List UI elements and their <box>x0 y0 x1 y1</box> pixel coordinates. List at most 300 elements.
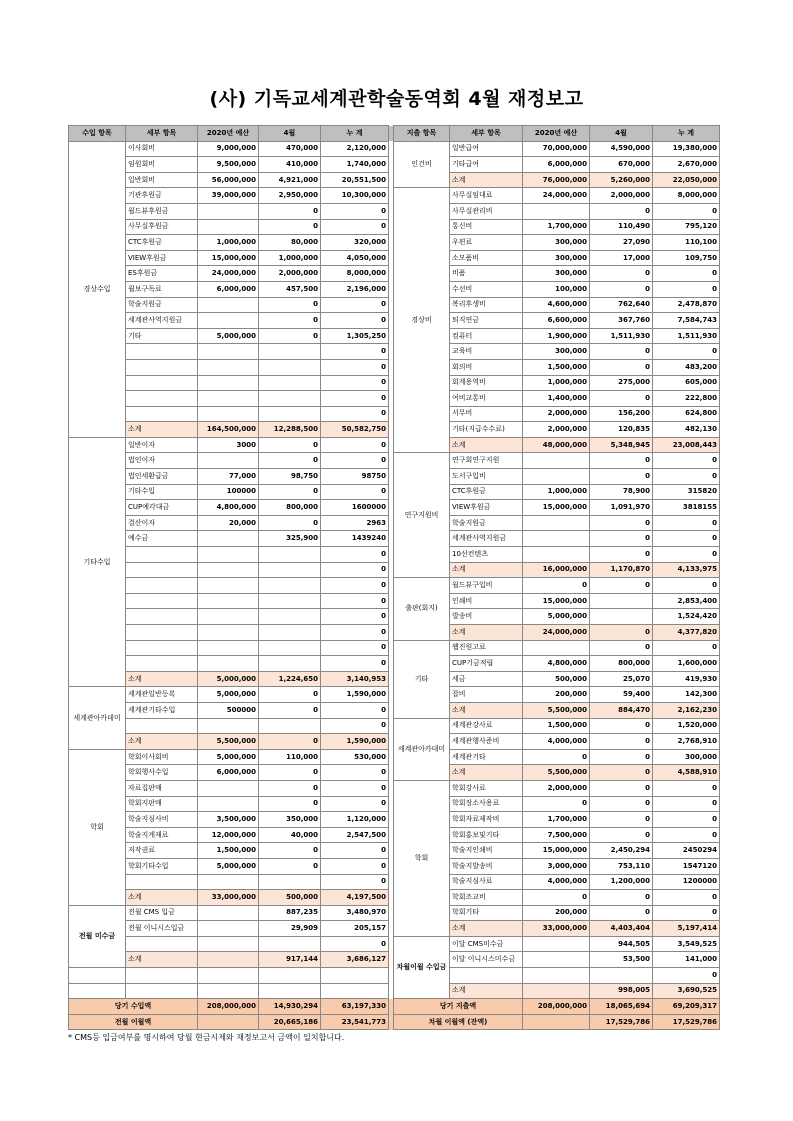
right-cumulative-cell: 0 <box>653 968 720 984</box>
right-month-cell: 0 <box>590 281 653 297</box>
right-cumulative-cell: 142,300 <box>653 687 720 703</box>
right-cumulative-cell: 1,524,420 <box>653 609 720 625</box>
left-category-cell: 전월 미수금 <box>69 905 126 967</box>
right-category-cell: 연구지원비 <box>394 453 450 578</box>
left-category-cell: 기타수입 <box>69 437 126 687</box>
left-budget-cell: 5,000,000 <box>198 328 259 344</box>
left-item-label <box>126 406 198 422</box>
column-gap <box>389 625 394 641</box>
right-month-cell: 367,760 <box>590 313 653 329</box>
left-cumulative-cell: 8,000,000 <box>321 266 389 282</box>
right-item-label: 기타급여 <box>450 157 523 173</box>
left-item-label <box>126 640 198 656</box>
left-item-label <box>126 391 198 407</box>
right-month-cell: 0 <box>590 625 653 641</box>
right-budget-cell: 7,500,000 <box>523 827 590 843</box>
right-total-month: 17,529,786 <box>590 1014 653 1030</box>
left-cumulative-cell: 0 <box>321 437 389 453</box>
right-cumulative-cell: 315820 <box>653 484 720 500</box>
right-month-cell: 0 <box>590 780 653 796</box>
left-month-cell <box>259 547 321 563</box>
left-empty-cell <box>69 968 126 984</box>
right-month-cell: 78,900 <box>590 484 653 500</box>
left-month-cell: 0 <box>259 702 321 718</box>
left-budget-cell <box>198 952 259 968</box>
column-gap <box>389 687 394 703</box>
right-cumulative-cell: 0 <box>653 203 720 219</box>
left-empty-cell <box>259 983 321 999</box>
left-empty-cell <box>198 968 259 984</box>
column-gap <box>389 437 394 453</box>
column-gap <box>389 593 394 609</box>
left-month-cell <box>259 375 321 391</box>
right-cumulative-cell: 0 <box>653 547 720 563</box>
left-item-label <box>126 359 198 375</box>
left-month-cell <box>259 578 321 594</box>
left-item-label: 자료집판매 <box>126 780 198 796</box>
right-cumulative-cell: 624,800 <box>653 406 720 422</box>
column-gap <box>389 702 394 718</box>
left-month-cell: 1,000,000 <box>259 250 321 266</box>
left-month-cell: 98,750 <box>259 469 321 485</box>
left-month-cell: 0 <box>259 796 321 812</box>
right-month-cell: 275,000 <box>590 375 653 391</box>
right-item-label: 여비교통비 <box>450 391 523 407</box>
right-budget-cell <box>523 936 590 952</box>
right-budget-cell <box>523 453 590 469</box>
table-row <box>69 578 720 594</box>
right-item-label: 소계 <box>450 921 523 937</box>
left-empty-cell <box>259 968 321 984</box>
column-gap <box>389 858 394 874</box>
right-item-label: 수선비 <box>450 281 523 297</box>
right-month-cell: 27,090 <box>590 235 653 251</box>
right-budget-cell <box>523 640 590 656</box>
right-item-label: 월드뷰구입비 <box>450 578 523 594</box>
right-budget-cell: 1,500,000 <box>523 359 590 375</box>
right-budget-cell <box>523 515 590 531</box>
right-month-cell: 0 <box>590 640 653 656</box>
left-budget-cell: 77,000 <box>198 469 259 485</box>
left-item-label: 일반이자 <box>126 437 198 453</box>
column-gap <box>389 952 394 968</box>
left-budget-cell: 164,500,000 <box>198 422 259 438</box>
right-cumulative-cell: 483,200 <box>653 359 720 375</box>
right-cumulative-cell: 2,853,400 <box>653 593 720 609</box>
left-budget-cell: 15,000,000 <box>198 250 259 266</box>
left-budget-cell: 3,500,000 <box>198 812 259 828</box>
left-budget-cell <box>198 718 259 734</box>
left-cumulative-cell: 0 <box>321 562 389 578</box>
left-item-label: CTC후원금 <box>126 235 198 251</box>
right-month-cell <box>590 968 653 984</box>
left-month-cell: 887,235 <box>259 905 321 921</box>
right-budget-cell: 1,900,000 <box>523 328 590 344</box>
left-budget-cell <box>198 905 259 921</box>
right-item-label: 학회조교비 <box>450 890 523 906</box>
column-gap <box>389 281 394 297</box>
left-item-label <box>126 718 198 734</box>
left-month-cell: 917,144 <box>259 952 321 968</box>
left-budget-cell: 6,000,000 <box>198 281 259 297</box>
left-budget-cell <box>198 359 259 375</box>
right-month-cell: 1,511,930 <box>590 328 653 344</box>
right-item-label: 잡비 <box>450 687 523 703</box>
right-cumulative-cell: 22,050,000 <box>653 172 720 188</box>
left-item-label: 전월 이니시스입금 <box>126 921 198 937</box>
left-item-label: 소계 <box>126 952 198 968</box>
right-cumulative-cell: 2,768,910 <box>653 734 720 750</box>
right-month-cell: 0 <box>590 765 653 781</box>
column-gap <box>389 531 394 547</box>
column-gap <box>389 172 394 188</box>
left-cumulative-cell: 1,590,000 <box>321 687 389 703</box>
right-cumulative-cell: 3,549,525 <box>653 936 720 952</box>
left-cumulative-cell: 0 <box>321 547 389 563</box>
right-item-label: VIEW후원금 <box>450 500 523 516</box>
right-total-label: 당기 지출액 <box>394 999 523 1015</box>
right-month-cell: 0 <box>590 812 653 828</box>
left-empty-cell <box>321 968 389 984</box>
total-row <box>69 999 720 1015</box>
right-month-cell: 1,091,970 <box>590 500 653 516</box>
left-month-cell <box>259 609 321 625</box>
right-month-cell: 0 <box>590 515 653 531</box>
left-category-cell: 세계관아카데미 <box>69 687 126 749</box>
left-month-cell <box>259 359 321 375</box>
right-month-cell: 2,000,000 <box>590 188 653 204</box>
right-cumulative-cell: 5,197,414 <box>653 921 720 937</box>
right-item-label: 세금 <box>450 671 523 687</box>
left-total-cumulative: 23,541,773 <box>321 1014 389 1030</box>
right-cumulative-cell: 0 <box>653 827 720 843</box>
right-month-cell: 884,470 <box>590 702 653 718</box>
right-cumulative-cell: 1,520,000 <box>653 718 720 734</box>
right-budget-cell: 6,600,000 <box>523 313 590 329</box>
right-month-cell: 762,640 <box>590 297 653 313</box>
right-month-cell: 110,490 <box>590 219 653 235</box>
column-gap <box>389 515 394 531</box>
left-budget-cell <box>198 344 259 360</box>
left-month-cell <box>259 562 321 578</box>
left-month-cell: 350,000 <box>259 812 321 828</box>
left-budget-cell <box>198 656 259 672</box>
left-month-cell <box>259 936 321 952</box>
left-total-label: 전월 이월액 <box>69 1014 198 1030</box>
right-cumulative-cell: 222,800 <box>653 391 720 407</box>
left-month-cell: 0 <box>259 437 321 453</box>
right-cumulative-cell: 0 <box>653 780 720 796</box>
column-gap <box>389 812 394 828</box>
column-gap <box>389 297 394 313</box>
right-budget-cell: 15,000,000 <box>523 843 590 859</box>
right-item-label: 교육비 <box>450 344 523 360</box>
column-gap <box>389 827 394 843</box>
right-budget-cell: 3,000,000 <box>523 858 590 874</box>
right-category-cell: 학회 <box>394 780 450 936</box>
left-item-label: 학회행사수입 <box>126 765 198 781</box>
right-budget-cell: 5,000,000 <box>523 609 590 625</box>
left-cumulative-cell: 50,582,750 <box>321 422 389 438</box>
left-item-label: 기관후원금 <box>126 188 198 204</box>
right-item-label: 소계 <box>450 983 523 999</box>
right-item-label: 우편료 <box>450 235 523 251</box>
left-cumulative-cell: 0 <box>321 578 389 594</box>
left-cumulative-cell: 0 <box>321 391 389 407</box>
right-category-cell: 기타 <box>394 640 450 718</box>
left-month-cell: 110,000 <box>259 749 321 765</box>
column-header: 4월 <box>590 126 653 142</box>
left-month-cell: 1,224,650 <box>259 671 321 687</box>
column-gap <box>389 422 394 438</box>
right-item-label: 학술지발송비 <box>450 858 523 874</box>
column-header: 세부 항목 <box>126 126 198 142</box>
left-cumulative-cell: 0 <box>321 843 389 859</box>
right-budget-cell: 15,000,000 <box>523 593 590 609</box>
left-item-label: 임원회비 <box>126 157 198 173</box>
left-month-cell: 0 <box>259 203 321 219</box>
left-empty-cell <box>69 983 126 999</box>
left-month-cell <box>259 593 321 609</box>
right-category-cell: 출판(회지) <box>394 578 450 640</box>
left-cumulative-cell: 4,050,000 <box>321 250 389 266</box>
right-total-cumulative: 17,529,786 <box>653 1014 720 1030</box>
left-cumulative-cell: 320,000 <box>321 235 389 251</box>
column-gap <box>389 796 394 812</box>
left-cumulative-cell: 3,480,970 <box>321 905 389 921</box>
right-cumulative-cell: 4,133,975 <box>653 562 720 578</box>
table-row <box>69 718 720 734</box>
left-month-cell: 470,000 <box>259 141 321 157</box>
left-item-label: 전월 CMS 입금 <box>126 905 198 921</box>
right-budget-cell <box>523 203 590 219</box>
right-budget-cell: 100,000 <box>523 281 590 297</box>
column-header: 누 계 <box>321 126 389 142</box>
right-cumulative-cell: 7,584,743 <box>653 313 720 329</box>
right-cumulative-cell: 0 <box>653 578 720 594</box>
column-header: 2020년 예산 <box>523 126 590 142</box>
left-cumulative-cell: 0 <box>321 593 389 609</box>
right-item-label: 학회장소사용료 <box>450 796 523 812</box>
left-budget-cell: 6,000,000 <box>198 765 259 781</box>
left-cumulative-cell: 0 <box>321 219 389 235</box>
right-budget-cell: 0 <box>523 890 590 906</box>
left-item-label: 학회기타수입 <box>126 858 198 874</box>
left-budget-cell: 9,500,000 <box>198 157 259 173</box>
left-cumulative-cell: 0 <box>321 874 389 890</box>
column-gap <box>389 749 394 765</box>
right-total-month: 18,065,694 <box>590 999 653 1015</box>
right-cumulative-cell: 1,600,000 <box>653 656 720 672</box>
left-budget-cell <box>198 936 259 952</box>
page-title: (사) 기독교세계관학술동역회 4월 재정보고 <box>209 88 584 110</box>
right-cumulative-cell: 2,162,230 <box>653 702 720 718</box>
left-total-cumulative: 63,197,330 <box>321 999 389 1015</box>
left-item-label: 세계관사역지원금 <box>126 313 198 329</box>
left-cumulative-cell: 0 <box>321 640 389 656</box>
right-month-cell: 1,170,870 <box>590 562 653 578</box>
right-budget-cell: 1,700,000 <box>523 219 590 235</box>
right-month-cell: 670,000 <box>590 157 653 173</box>
right-cumulative-cell: 141,000 <box>653 952 720 968</box>
column-header: 4월 <box>259 126 321 142</box>
right-budget-cell: 4,800,000 <box>523 656 590 672</box>
left-total-budget: 208,000,000 <box>198 999 259 1015</box>
column-gap <box>389 344 394 360</box>
left-month-cell: 0 <box>259 484 321 500</box>
right-item-label: CUP기금적립 <box>450 656 523 672</box>
left-total-month: 14,930,294 <box>259 999 321 1015</box>
right-budget-cell: 2,000,000 <box>523 422 590 438</box>
left-category-cell: 경상수입 <box>69 141 126 437</box>
column-gap <box>389 921 394 937</box>
left-item-label: 사무실후원금 <box>126 219 198 235</box>
right-item-label: 회의비 <box>450 359 523 375</box>
column-gap <box>389 375 394 391</box>
left-item-label: 법인이자 <box>126 453 198 469</box>
column-gap <box>389 500 394 516</box>
right-budget-cell <box>523 531 590 547</box>
column-gap <box>389 968 394 984</box>
left-month-cell <box>259 391 321 407</box>
right-budget-cell <box>523 469 590 485</box>
left-budget-cell <box>198 531 259 547</box>
left-budget-cell <box>198 593 259 609</box>
left-month-cell: 12,288,500 <box>259 422 321 438</box>
table-row <box>69 141 720 157</box>
right-budget-cell: 24,000,000 <box>523 625 590 641</box>
right-cumulative-cell: 23,008,443 <box>653 437 720 453</box>
right-item-label: 복리후생비 <box>450 297 523 313</box>
right-month-cell: 800,000 <box>590 656 653 672</box>
left-budget-cell: 1,500,000 <box>198 843 259 859</box>
left-budget-cell: 1,000,000 <box>198 235 259 251</box>
right-budget-cell: 48,000,000 <box>523 437 590 453</box>
right-cumulative-cell: 2,670,000 <box>653 157 720 173</box>
right-item-label: 학술지심사료 <box>450 874 523 890</box>
right-month-cell: 120,835 <box>590 422 653 438</box>
column-gap <box>389 562 394 578</box>
right-budget-cell: 76,000,000 <box>523 172 590 188</box>
column-gap <box>389 359 394 375</box>
right-month-cell: 0 <box>590 796 653 812</box>
left-budget-cell: 3000 <box>198 437 259 453</box>
column-gap <box>389 874 394 890</box>
left-item-label <box>126 375 198 391</box>
column-gap <box>389 469 394 485</box>
left-budget-cell <box>198 609 259 625</box>
left-cumulative-cell: 0 <box>321 625 389 641</box>
left-item-label <box>126 344 198 360</box>
left-month-cell: 0 <box>259 858 321 874</box>
left-month-cell: 0 <box>259 687 321 703</box>
left-cumulative-cell: 0 <box>321 765 389 781</box>
left-budget-cell: 24,000,000 <box>198 266 259 282</box>
right-budget-cell: 24,000,000 <box>523 188 590 204</box>
right-budget-cell: 0 <box>523 578 590 594</box>
left-item-label: 학회이사회비 <box>126 749 198 765</box>
left-item-label: 학술지게재료 <box>126 827 198 843</box>
left-budget-cell: 5,000,000 <box>198 749 259 765</box>
left-cumulative-cell: 0 <box>321 656 389 672</box>
column-gap <box>389 235 394 251</box>
left-item-label <box>126 874 198 890</box>
left-cumulative-cell: 0 <box>321 858 389 874</box>
left-item-label <box>126 593 198 609</box>
right-item-label: 학회강사료 <box>450 780 523 796</box>
left-budget-cell: 9,000,000 <box>198 141 259 157</box>
left-item-label: 소계 <box>126 890 198 906</box>
left-item-label <box>126 625 198 641</box>
left-budget-cell <box>198 453 259 469</box>
left-month-cell: 0 <box>259 765 321 781</box>
left-budget-cell <box>198 313 259 329</box>
left-item-label <box>126 547 198 563</box>
column-gap <box>389 219 394 235</box>
left-month-cell: 0 <box>259 297 321 313</box>
right-budget-cell: 5,500,000 <box>523 702 590 718</box>
right-item-label: 비품 <box>450 266 523 282</box>
left-item-label <box>126 656 198 672</box>
right-month-cell: 2,450,294 <box>590 843 653 859</box>
right-budget-cell: 4,000,000 <box>523 874 590 890</box>
left-cumulative-cell: 3,686,127 <box>321 952 389 968</box>
right-budget-cell: 200,000 <box>523 905 590 921</box>
right-item-label: 세계관사역지원금 <box>450 531 523 547</box>
right-item-label: 학술지원금 <box>450 515 523 531</box>
table-row <box>69 453 720 469</box>
left-item-label: 이사회비 <box>126 141 198 157</box>
left-budget-cell: 39,000,000 <box>198 188 259 204</box>
left-budget-cell: 5,000,000 <box>198 687 259 703</box>
left-cumulative-cell: 1600000 <box>321 500 389 516</box>
right-item-label: 소계 <box>450 172 523 188</box>
right-item-label: 사무실관리비 <box>450 203 523 219</box>
left-month-cell: 29,909 <box>259 921 321 937</box>
right-item-label: 학회자료제작비 <box>450 812 523 828</box>
right-total-label: 차월 이월액 (잔액) <box>394 1014 523 1030</box>
left-cumulative-cell: 1,590,000 <box>321 734 389 750</box>
finance-table <box>68 125 720 1030</box>
left-cumulative-cell: 205,157 <box>321 921 389 937</box>
left-item-label: 예수금 <box>126 531 198 547</box>
left-month-cell: 0 <box>259 313 321 329</box>
right-month-cell: 0 <box>590 905 653 921</box>
right-total-cumulative: 69,209,317 <box>653 999 720 1015</box>
left-item-label <box>126 936 198 952</box>
left-month-cell: 457,500 <box>259 281 321 297</box>
column-header: 누 계 <box>653 126 720 142</box>
left-cumulative-cell: 3,140,953 <box>321 671 389 687</box>
column-gap <box>389 905 394 921</box>
column-gap <box>389 484 394 500</box>
left-cumulative-cell: 2,196,000 <box>321 281 389 297</box>
right-cumulative-cell: 0 <box>653 796 720 812</box>
right-month-cell: 4,590,000 <box>590 141 653 157</box>
right-month-cell: 0 <box>590 718 653 734</box>
right-month-cell: 0 <box>590 203 653 219</box>
left-month-cell: 410,000 <box>259 157 321 173</box>
right-cumulative-cell: 1200000 <box>653 874 720 890</box>
left-total-month: 20,665,186 <box>259 1014 321 1030</box>
left-item-label: 법인세환급금 <box>126 469 198 485</box>
left-budget-cell: 12,000,000 <box>198 827 259 843</box>
left-cumulative-cell: 98750 <box>321 469 389 485</box>
column-gap <box>389 656 394 672</box>
left-month-cell: 500,000 <box>259 890 321 906</box>
right-item-label: 소계 <box>450 625 523 641</box>
right-item-label: 도서구입비 <box>450 469 523 485</box>
